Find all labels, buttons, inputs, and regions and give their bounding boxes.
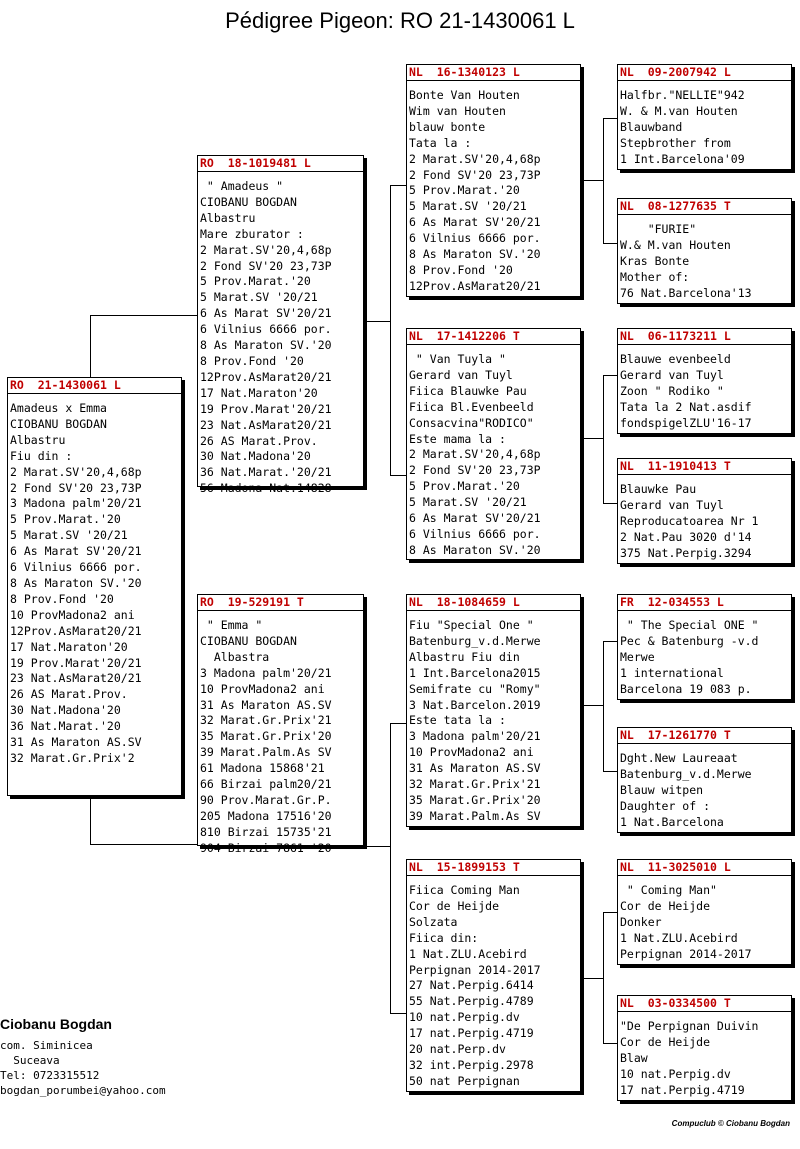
- pedigree-line: 2 Marat.SV'20,4,68p: [200, 242, 332, 257]
- pedigree-line: 8 As Maraton SV.'20: [200, 338, 332, 353]
- pedigree-line: Solzata: [409, 914, 458, 929]
- connector: [390, 1013, 407, 1014]
- pedigree-line: 12Prov.AsMarat20/21: [10, 623, 142, 638]
- pedigree-line: Blauw witpen: [620, 782, 704, 797]
- pedigree-line: 1 Nat.Barcelona: [620, 814, 724, 829]
- pigeon-card-sire: [197, 155, 364, 496]
- ring-number: NL 09-2007942 L: [618, 65, 791, 81]
- pedigree-line: 6 As Marat SV'20/21: [409, 511, 541, 526]
- pedigree-line: 8 Prov.Fond '20: [10, 591, 114, 606]
- connector: [603, 375, 618, 376]
- pedigree-line: Blauwband: [620, 119, 683, 134]
- pedigree-line: 39 Marat.Palm.As SV: [200, 745, 332, 760]
- connector: [365, 846, 391, 847]
- pedigree-line: 31 As Maraton AS.SV: [10, 735, 142, 750]
- pedigree-line: 23 Nat.AsMarat20/21: [200, 417, 332, 432]
- pedigree-line: 90 Prov.Marat.Gr.P.: [200, 792, 332, 807]
- breeder-phone: Tel: 0723315512: [0, 1069, 100, 1082]
- software-credit: Compuclub © Ciobanu Bogdan: [671, 1119, 790, 1128]
- pedigree-line: 17 Nat.Maraton'20: [200, 385, 318, 400]
- pedigree-line: 6 Vilnius 6666 por.: [10, 560, 142, 575]
- pedigree-line: 30 Nat.Madona'20: [10, 703, 121, 718]
- pedigree-line: Fiica Blauwke Pau: [409, 383, 527, 398]
- pedigree-line: 6 As Marat SV'20/21: [409, 215, 541, 230]
- pedigree-line: Daughter of :: [620, 798, 711, 813]
- pigeon-card-sire-dam-sire: [617, 328, 792, 434]
- pedigree-line: 8 As Maraton SV.'20: [10, 575, 142, 590]
- pedigree-line: 17 nat.Perpig.4719: [620, 1082, 745, 1097]
- pedigree-line: Este mama la :: [409, 431, 506, 446]
- pigeon-card-dam-dam: [406, 859, 581, 1092]
- breeder-address-line: Suceava: [0, 1054, 60, 1067]
- pedigree-line: Fiu din :: [10, 448, 73, 463]
- pedigree-line: 375 Nat.Perpig.3294: [620, 545, 752, 560]
- pedigree-line: Fiica din:: [409, 930, 479, 945]
- pedigree-line: " Van Tuyla ": [409, 352, 506, 366]
- pedigree-line: 8 As Maraton SV.'20: [409, 247, 541, 262]
- pedigree-line: CIOBANU BOGDAN: [200, 194, 297, 209]
- pedigree-line: 2 Fond SV'20 23,73P: [409, 463, 541, 478]
- connector: [584, 705, 604, 706]
- connector: [390, 185, 391, 475]
- pedigree-line: 32 Marat.Gr.Prix'21: [200, 713, 332, 728]
- pedigree-line: " Amadeus ": [200, 179, 284, 193]
- pedigree-line: Fiica Coming Man: [409, 883, 520, 897]
- connector: [584, 438, 604, 439]
- pedigree-line: 6 As Marat SV'20/21: [200, 306, 332, 321]
- connector: [603, 243, 618, 244]
- pedigree-line: 32 Marat.Gr.Prix'21: [409, 777, 541, 792]
- connector: [603, 641, 618, 642]
- pedigree-line: Halfbr."NELLIE"942: [620, 88, 745, 102]
- pedigree-line: 6 As Marat SV'20/21: [10, 544, 142, 559]
- connector: [603, 1043, 618, 1044]
- pedigree-line: Albastru: [200, 210, 256, 225]
- pedigree-line: 1 Nat.ZLU.Acebird: [409, 946, 527, 961]
- pedigree-line: 10 ProvMadona2 ani: [10, 607, 135, 622]
- ring-number: NL 03-0334500 T: [618, 996, 791, 1012]
- pedigree-line: 12Prov.AsMarat20/21: [409, 278, 541, 293]
- pedigree-line: 10 ProvMadona2 ani: [200, 681, 325, 696]
- pedigree-line: 10 nat.Perpig.dv: [620, 1066, 731, 1081]
- ring-number: RO 21-1430061 L: [8, 378, 181, 394]
- pedigree-line: Fiu "Special One ": [409, 618, 534, 632]
- pedigree-line: W. & M.van Houten: [620, 103, 738, 118]
- pedigree-line: Fiica Bl.Evenbeeld: [409, 399, 534, 414]
- pedigree-line: 904 Birzai 7861 '20: [200, 840, 332, 855]
- pigeon-card-sire-dam-dam: [617, 458, 792, 564]
- pedigree-line: Cor de Heijde: [620, 898, 711, 913]
- pedigree-line: blauw bonte: [409, 119, 486, 134]
- pigeon-card-dam: [197, 594, 364, 855]
- pedigree-line: 66 Birzai palm20/21: [200, 777, 332, 792]
- ring-number: RO 19-529191 T: [198, 595, 363, 611]
- pedigree-line: 8 Prov.Fond '20: [200, 353, 304, 368]
- pedigree-line: Mare zburator :: [200, 226, 304, 241]
- pedigree-line: " Emma ": [200, 618, 263, 632]
- pigeon-card-dam-sire-dam: [617, 727, 792, 833]
- pedigree-line: 76 Nat.Barcelona'13: [620, 285, 752, 300]
- ring-number: NL 16-1340123 L: [407, 65, 580, 81]
- pedigree-line: Amadeus x Emma: [10, 401, 107, 415]
- pedigree-line: 50 nat Perpignan: [409, 1073, 520, 1088]
- pedigree-line: fondspigelZLU'16-17: [620, 415, 752, 430]
- pigeon-card-sire-sire-sire: [617, 64, 792, 170]
- pedigree-line: Pec & Batenburg -v.d: [620, 633, 759, 648]
- pedigree-line: 17 nat.Perpig.4719: [409, 1026, 534, 1041]
- pedigree-line: Consacvina"RODICO": [409, 415, 534, 430]
- pedigree-line: Albastra: [200, 649, 270, 664]
- connector: [90, 315, 200, 316]
- breeder-address-line: com. Siminicea: [0, 1039, 93, 1052]
- pedigree-line: 2 Fond SV'20 23,73P: [10, 480, 142, 495]
- connector: [584, 978, 604, 979]
- pedigree-line: Tata la :: [409, 135, 472, 150]
- pedigree-line: Kras Bonte: [620, 253, 690, 268]
- pedigree-line: Blauwke Pau: [620, 482, 697, 496]
- pedigree-line: 30 Nat.Madona'20: [200, 449, 311, 464]
- pedigree-line: 17 Nat.Maraton'20: [10, 639, 128, 654]
- connector: [603, 118, 618, 119]
- breeder-email: bogdan_porumbei@yahoo.com: [0, 1084, 166, 1097]
- pedigree-line: 3 Madona palm'20/21: [10, 496, 142, 511]
- pedigree-line: 1 Int.Barcelona'09: [620, 151, 745, 166]
- pedigree-line: W.& M.van Houten: [620, 237, 731, 252]
- connector: [390, 723, 407, 724]
- pedigree-line: 26 AS Marat.Prov.: [200, 433, 318, 448]
- pedigree-line: Gerard van Tuyl: [620, 497, 724, 512]
- pedigree-line: 5 Prov.Marat.'20: [409, 479, 520, 494]
- pedigree-line: 26 AS Marat.Prov.: [10, 687, 128, 702]
- pedigree-line: Batenburg_v.d.Merwe: [620, 766, 752, 781]
- ring-number: NL 06-1173211 L: [618, 329, 791, 345]
- breeder-name: Ciobanu Bogdan: [0, 1016, 112, 1032]
- pedigree-line: Albastru Fiu din: [409, 649, 520, 664]
- pedigree-line: 36 Nat.Marat.'20/21: [200, 465, 332, 480]
- ring-number: NL 17-1412206 T: [407, 329, 580, 345]
- pedigree-line: 1 Nat.ZLU.Acebird: [620, 930, 738, 945]
- pedigree-line: 31 As Maraton AS.SV: [409, 761, 541, 776]
- pigeon-card-dam-dam-sire: [617, 859, 792, 965]
- pigeon-card-dam-dam-dam: [617, 995, 792, 1101]
- pedigree-line: 32 int.Perpig.2978: [409, 1057, 534, 1072]
- pedigree-line: Bonte Van Houten: [409, 88, 520, 102]
- connector: [90, 844, 200, 845]
- pedigree-line: Gerard van Tuyl: [620, 367, 724, 382]
- pedigree-line: 27 Nat.Perpig.6414: [409, 978, 534, 993]
- pedigree-line: Tata la 2 Nat.asdif: [620, 399, 752, 414]
- pedigree-line: 35 Marat.Gr.Prix'20: [409, 792, 541, 807]
- ring-number: FR 12-034553 L: [618, 595, 791, 611]
- pedigree-line: 5 Marat.SV '20/21: [409, 199, 527, 214]
- page-title: Pédigree Pigeon: RO 21-1430061 L: [225, 8, 575, 33]
- pedigree-line: Mother of:: [620, 269, 690, 284]
- pigeon-card-dam-sire: [406, 594, 581, 827]
- pedigree-line: 2 Fond SV'20 23,73P: [409, 167, 541, 182]
- pedigree-line: 10 ProvMadona2 ani: [409, 745, 534, 760]
- pedigree-line: " Coming Man": [620, 883, 717, 897]
- pedigree-line: CIOBANU BOGDAN: [10, 416, 107, 431]
- pedigree-line: 32 Marat.Gr.Prix'2: [10, 750, 135, 765]
- pedigree-line: 3 Nat.Barcelon.2019: [409, 697, 541, 712]
- pedigree-line: Dght.New Laureaat: [620, 751, 738, 765]
- pedigree-line: 19 Prov.Marat'20/21: [10, 655, 142, 670]
- pedigree-line: Batenburg_v.d.Merwe: [409, 633, 541, 648]
- pedigree-line: 19 Prov.Marat'20/21: [200, 401, 332, 416]
- pigeon-card-sire-dam: [406, 328, 581, 560]
- ring-number: RO 18-1019481 L: [198, 156, 363, 172]
- connector: [603, 375, 604, 503]
- pedigree-line: 6 Vilnius 6666 por.: [409, 526, 541, 541]
- pedigree-line: "De Perpignan Duivin: [620, 1019, 759, 1033]
- pedigree-line: 5 Prov.Marat.'20: [200, 274, 311, 289]
- pedigree-line: 5 Marat.SV '20/21: [409, 495, 527, 510]
- pedigree-line: 35 Marat.Gr.Prix'20: [200, 729, 332, 744]
- connector: [90, 796, 91, 844]
- breeder-info: [0, 1016, 166, 1098]
- pedigree-line: Zoon " Rodiko ": [620, 383, 724, 398]
- pedigree-line: 3 Madona palm'20/21: [409, 729, 541, 744]
- pedigree-line: 6 Vilnius 6666 por.: [200, 322, 332, 337]
- ring-number: NL 18-1084659 L: [407, 595, 580, 611]
- pedigree-line: Cor de Heijde: [620, 1034, 711, 1049]
- pedigree-line: 205 Madona 17516'20: [200, 808, 332, 823]
- pedigree-line: 36 Nat.Marat.'20: [10, 719, 121, 734]
- ring-number: NL 17-1261770 T: [618, 728, 791, 744]
- pedigree-line: Perpignan 2014-2017: [620, 946, 752, 961]
- pedigree-line: 2 Marat.SV'20,4,68p: [409, 151, 541, 166]
- pedigree-line: Semifrate cu "Romy": [409, 681, 541, 696]
- ring-number: NL 11-3025010 L: [618, 860, 791, 876]
- pedigree-line: Reproducatoarea Nr 1: [620, 513, 759, 528]
- pedigree-line: Donker: [620, 914, 662, 929]
- ring-number: NL 11-1910413 T: [618, 459, 791, 475]
- pedigree-line: 8 Prov.Fond '20: [409, 262, 513, 277]
- pedigree-line: 61 Madona 15868'21: [200, 761, 325, 776]
- pedigree-line: Merwe: [620, 649, 655, 664]
- pigeon-card-sire-sire-dam: [617, 198, 792, 304]
- pedigree-line: Wim van Houten: [409, 103, 506, 118]
- connector: [390, 475, 407, 476]
- pedigree-line: Blauwe evenbeeld: [620, 352, 731, 366]
- pedigree-line: 1 international: [620, 665, 724, 680]
- pedigree-line: Blaw: [620, 1050, 648, 1065]
- connector: [365, 321, 391, 322]
- pedigree-line: 1 Int.Barcelona2015: [409, 665, 541, 680]
- pedigree-line: Albastru: [10, 432, 66, 447]
- connector: [603, 771, 618, 772]
- pedigree-line: Cor de Heijde: [409, 898, 500, 913]
- pedigree-line: 2 Nat.Pau 3020 d'14: [620, 529, 752, 544]
- pedigree-line: 31 As Maraton AS.SV: [200, 697, 332, 712]
- pedigree-line: 39 Marat.Palm.As SV: [409, 808, 541, 823]
- pedigree-line: Barcelona 19 083 p.: [620, 681, 752, 696]
- pigeon-card-subject: [7, 377, 182, 796]
- connector: [603, 912, 618, 913]
- pedigree-line: Gerard van Tuyl: [409, 367, 513, 382]
- pedigree-line: CIOBANU BOGDAN: [200, 633, 297, 648]
- pedigree-line: " The Special ONE ": [620, 618, 759, 632]
- pedigree-line: 5 Marat.SV '20/21: [200, 290, 318, 305]
- pedigree-line: 810 Birzai 15735'21: [200, 824, 332, 839]
- connector: [584, 180, 604, 181]
- connector: [390, 723, 391, 1013]
- pedigree-line: 2 Fond SV'20 23,73P: [200, 258, 332, 273]
- pedigree-line: 55 Nat.Perpig.4789: [409, 994, 534, 1009]
- pedigree-line: 3 Madona palm'20/21: [200, 665, 332, 680]
- connector: [390, 185, 407, 186]
- pigeon-card-sire-sire: [406, 64, 581, 297]
- ring-number: NL 08-1277635 T: [618, 199, 791, 215]
- pedigree-line: Perpignan 2014-2017: [409, 962, 541, 977]
- pigeon-card-dam-sire-sire: [617, 594, 792, 700]
- pedigree-line: 2 Marat.SV'20,4,68p: [10, 464, 142, 479]
- pedigree-line: 5 Marat.SV '20/21: [10, 528, 128, 543]
- pedigree-line: "FURIE": [620, 222, 697, 236]
- pedigree-line: 5 Prov.Marat.'20: [409, 183, 520, 198]
- ring-number: NL 15-1899153 T: [407, 860, 580, 876]
- pedigree-line: 2 Marat.SV'20,4,68p: [409, 447, 541, 462]
- pedigree-line: 6 Vilnius 6666 por.: [409, 231, 541, 246]
- pedigree-line: 20 nat.Perp.dv: [409, 1042, 506, 1057]
- connector: [90, 315, 91, 377]
- pedigree-line: Este tata la :: [409, 713, 506, 728]
- pedigree-line: Stepbrother from: [620, 135, 731, 150]
- pedigree-line: 56 Madona Nat.14828: [200, 481, 332, 496]
- connector: [603, 641, 604, 771]
- pedigree-line: 5 Prov.Marat.'20: [10, 512, 121, 527]
- pedigree-line: 10 nat.Perpig.dv: [409, 1010, 520, 1025]
- pedigree-line: 8 As Maraton SV.'20: [409, 542, 541, 557]
- pedigree-line: 12Prov.AsMarat20/21: [200, 369, 332, 384]
- connector: [603, 503, 618, 504]
- pedigree-line: 23 Nat.AsMarat20/21: [10, 671, 142, 686]
